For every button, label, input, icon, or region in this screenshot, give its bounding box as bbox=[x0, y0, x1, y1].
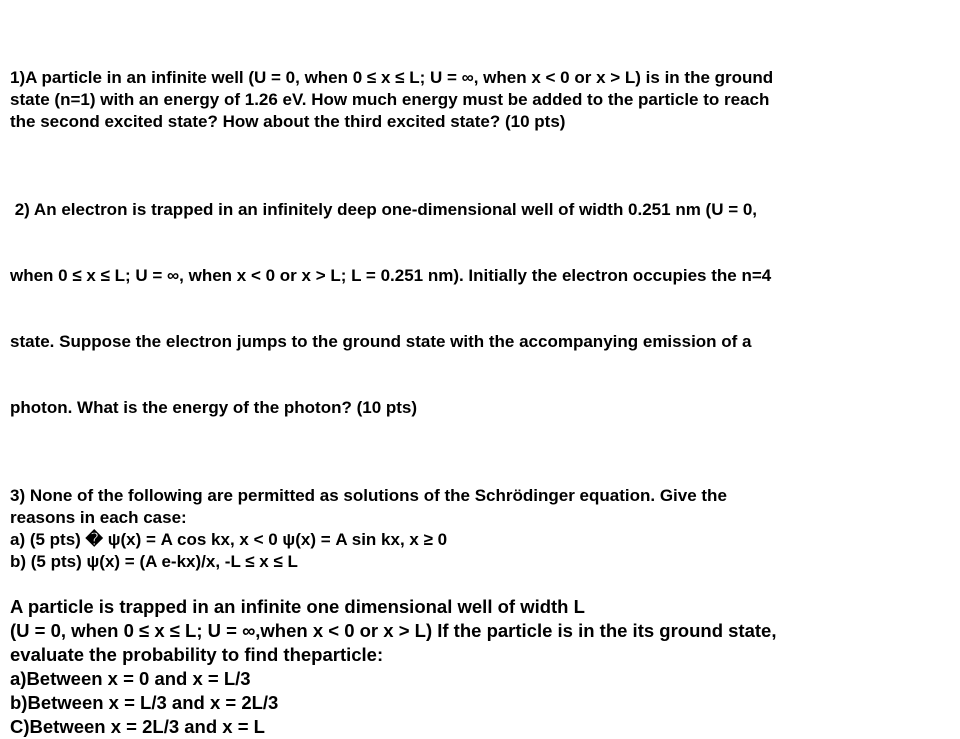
paragraph-spacer bbox=[10, 463, 950, 485]
question-4 bbox=[10, 595, 950, 739]
question-1-line: the second excited state? How about the third excited state? (10 pts) bbox=[10, 112, 566, 131]
question-1 bbox=[10, 67, 950, 133]
question-4-part-a: a)Between x = 0 and x = L/3 bbox=[10, 668, 251, 689]
question-4-line: (U = 0, when 0 ≤ x ≤ L; U = ∞,when x < 0 or x > L) If the particle is in the its ground state, bbox=[10, 620, 777, 641]
question-3-part-a: a) (5 pts) � ψ(x) = A cos kx, x < 0 ψ(x) = A sin kx, x ≥ 0 bbox=[10, 530, 448, 549]
question-2-line: when 0 ≤ x ≤ L; U = ∞, when x < 0 or x > L; L = 0.251 nm). Initially the electron occupies the n=4 bbox=[10, 266, 772, 285]
question-3-part-b: b) (5 pts) ψ(x) = (A e-kx)/x, -L ≤ x ≤ L bbox=[10, 552, 298, 571]
question-4-part-b: b)Between x = L/3 and x = 2L/3 bbox=[10, 692, 279, 713]
question-4-line: A particle is trapped in an infinite one dimensional well of width L bbox=[10, 596, 585, 617]
question-2-line: 2) An electron is trapped in an infinitely deep one-dimensional well of width 0.251 nm (U = 0, bbox=[10, 200, 758, 219]
question-2-line: state. Suppose the electron jumps to the ground state with the accompanying emission of a bbox=[10, 332, 752, 351]
question-3-line: 3) None of the following are permitted as solutions of the Schrödinger equation. Give the bbox=[10, 486, 727, 505]
paragraph-spacer bbox=[10, 133, 950, 155]
question-4-line: evaluate the probability to find theparticle: bbox=[10, 644, 384, 665]
question-3-line: reasons in each case: bbox=[10, 508, 187, 527]
question-1-line: state (n=1) with an energy of 1.26 eV. How much energy must be added to the particle to reach bbox=[10, 90, 770, 109]
question-2-line: photon. What is the energy of the photon? (10 pts) bbox=[10, 398, 418, 417]
question-1-line: 1)A particle in an infinite well (U = 0, when 0 ≤ x ≤ L; U = ∞, when x < 0 or x > L) is in the ground bbox=[10, 68, 774, 87]
paragraph-spacer bbox=[10, 573, 950, 595]
document-body bbox=[10, 67, 950, 739]
question-3 bbox=[10, 485, 950, 573]
question-4-part-c: C)Between x = 2L/3 and x = L bbox=[10, 716, 265, 737]
question-2 bbox=[10, 155, 950, 463]
